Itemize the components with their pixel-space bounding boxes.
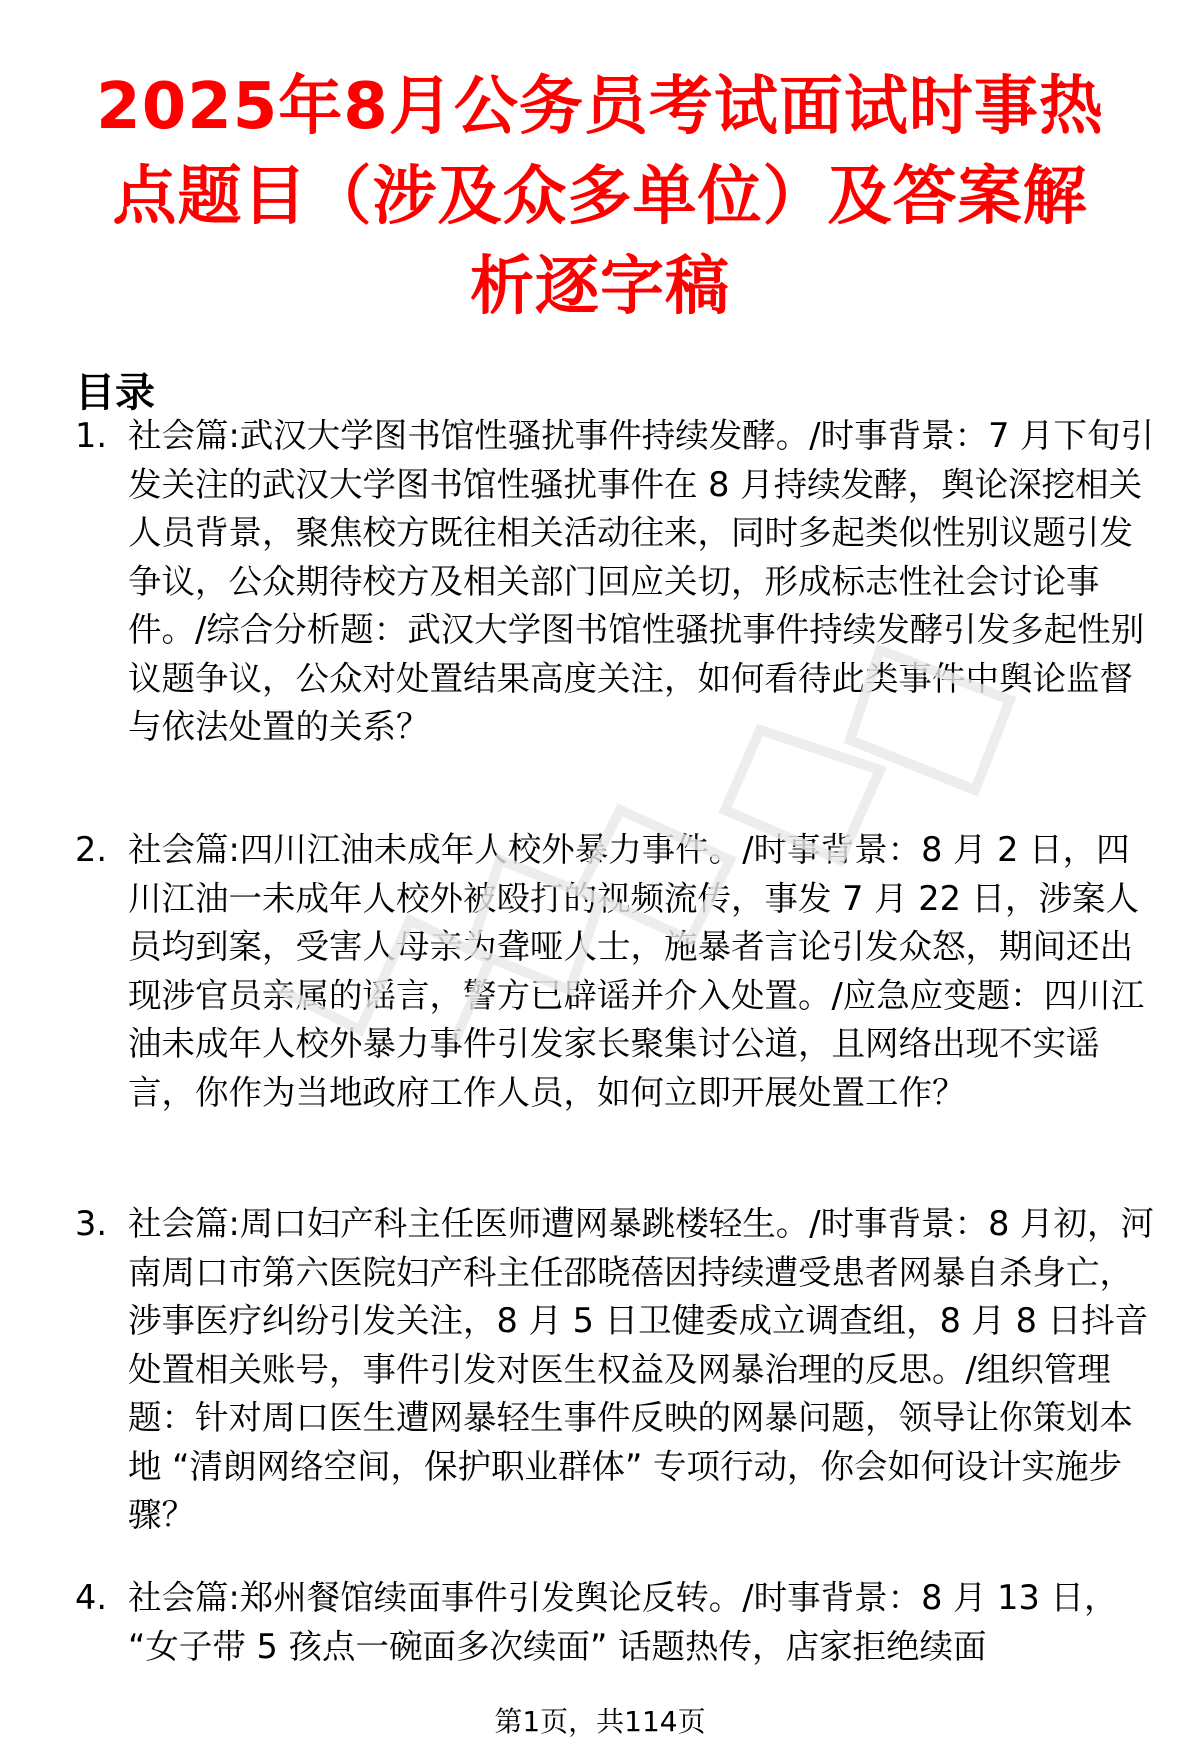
toc-item-4 [75, 1574, 1155, 1672]
toc-item-text: 社会篇:四川江油未成年人校外暴力事件。/时事背景：8 月 2 日，四川江油一未成年人校外被殴打的视频流传，事发 7 月 22 日，涉案人员均到案，受害人母亲为聋哑人士，施暴者言论引发众怒，期间还出现涉官员亲属的谣言，警方已辟谣并介入处置。/应急应变题：四川江油未成年人校外暴力事件引发家长聚集讨公道，且网络出现不实谣言，你作为当地政府工作人员，如何立即开展处置工作？ [128, 830, 1145, 1112]
toc-item-2 [75, 826, 1155, 1166]
page-footer: 第1页，共114页 [494, 1705, 706, 1738]
title-line-2: 点题目（涉及众多单位）及答案解 [112, 160, 1088, 234]
toc-item-text: 社会篇:郑州餐馆续面事件引发舆论反转。/时事背景：8 月 13 日， “女子带 5 孩点一碗面多次续面” 话题热传，店家拒绝续面 [128, 1578, 1118, 1666]
toc-item-1 [75, 412, 1155, 752]
title-line-3: 析逐字稿 [470, 250, 730, 324]
title-line-1: 2025年8月公务员考试面试时事热 [96, 70, 1104, 144]
toc-item-number: 4. [75, 1578, 107, 1617]
toc-item-text: 社会篇:周口妇产科主任医师遭网暴跳楼轻生。/时事背景：8 月初，河南周口市第六医院妇产科主任邵晓蓓因持续遭受患者网暴自杀身亡，涉事医疗纠纷引发关注，8 月 5 日卫健委成立调查组，8 月 8 日抖音处置相关账号，事件引发对医生权益及网暴治理的反思。/组织管理题：针对周口医生遭网暴轻生事件反映的网暴问题，领导让你策划本地 “清朗网络空间，保护职业群体” 专项行动，你会如何设计实施步骤？ [128, 1204, 1155, 1534]
toc-item-text: 社会篇:武汉大学图书馆性骚扰事件持续发酵。/时事背景：7 月下旬引发关注的武汉大学图书馆性骚扰事件在 8 月持续发酵，舆论深挖相关人员背景，聚焦校方既往相关活动往来，同时多起类似性别议题引发争议，公众期待校方及相关部门回应关切，形成标志性社会讨论事件。/综合分析题：武汉大学图书馆性骚扰事件持续发酵引发多起性别议题争议，公众对处置结果高度关注，如何看待此类事件中舆论监督与依法处置的关系？ [128, 416, 1155, 746]
document-title [80, 62, 1120, 332]
toc-item-3 [75, 1200, 1155, 1540]
toc-item-number: 2. [75, 830, 107, 869]
toc-heading: 目录 [75, 370, 155, 416]
toc-item-number: 1. [75, 416, 107, 455]
toc-item-number: 3. [75, 1204, 107, 1243]
